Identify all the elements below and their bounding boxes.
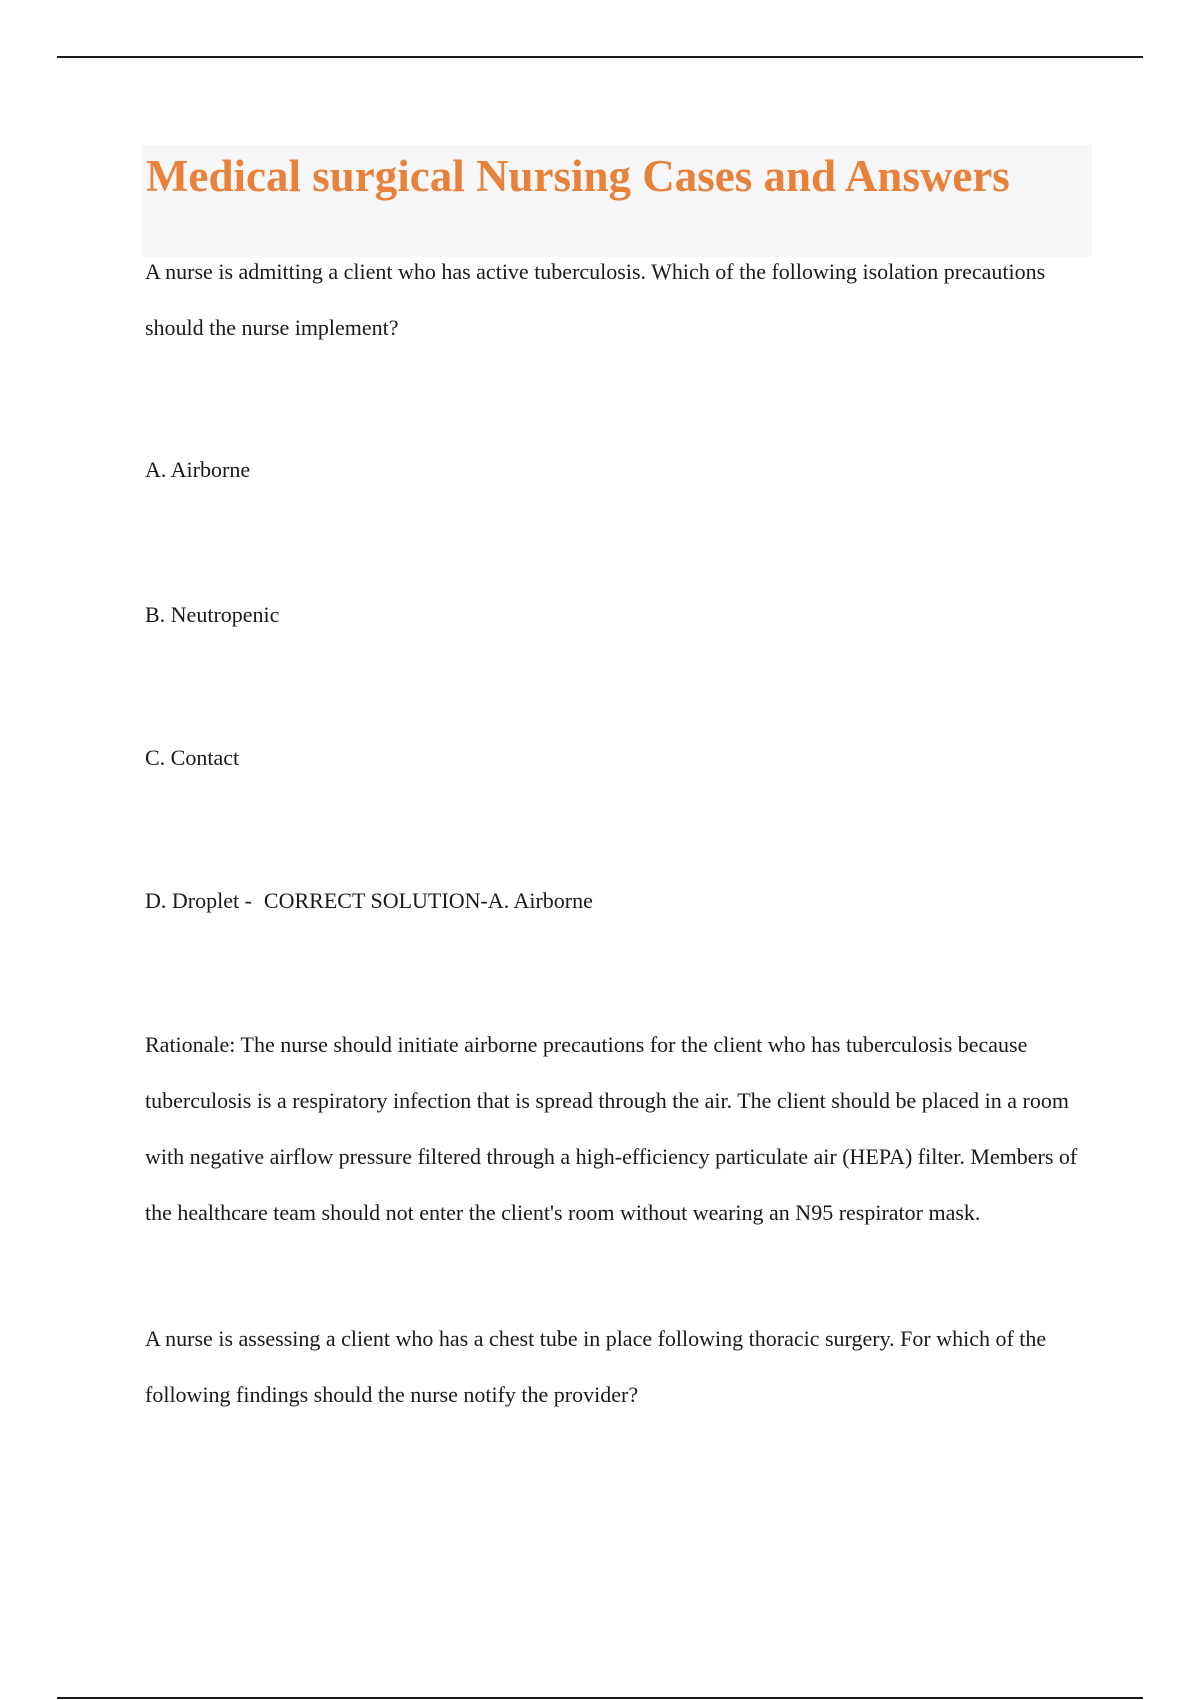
question-1-stem: A nurse is admitting a client who has active tuberculosis. Which of the following isolation precautions should the nurse implement? — [145, 259, 1046, 340]
option-b: B. Neutropenic — [145, 602, 280, 627]
option-c: C. Contact — [145, 745, 240, 770]
top-rule — [57, 56, 1143, 58]
question-2-stem: A nurse is assessing a client who has a chest tube in place following thoracic surgery. For which of the following findings should the nurse notify the provider? — [145, 1326, 1047, 1407]
bottom-rule — [57, 1697, 1143, 1699]
page-title: Medical surgical Nursing Cases and Answers — [146, 151, 1010, 201]
rationale: Rationale: The nurse should initiate airborne precautions for the client who has tuberculosis because tuberculosis is a respiratory infection that is spread through the air. The client should be placed in a room with negative airflow pressure filtered through a high-efficiency particulate air (HEPA) filter. Members of the healthcare team should not enter the client's room without wearing an N95 respirator mask. — [145, 1032, 1078, 1225]
option-d-line — [145, 873, 1090, 929]
correct-solution: CORRECT SOLUTION-A. Airborne — [263, 888, 593, 913]
option-a: A. Airborne — [145, 457, 251, 482]
option-d: D. Droplet - — [145, 888, 252, 913]
title-banner — [142, 145, 1092, 257]
